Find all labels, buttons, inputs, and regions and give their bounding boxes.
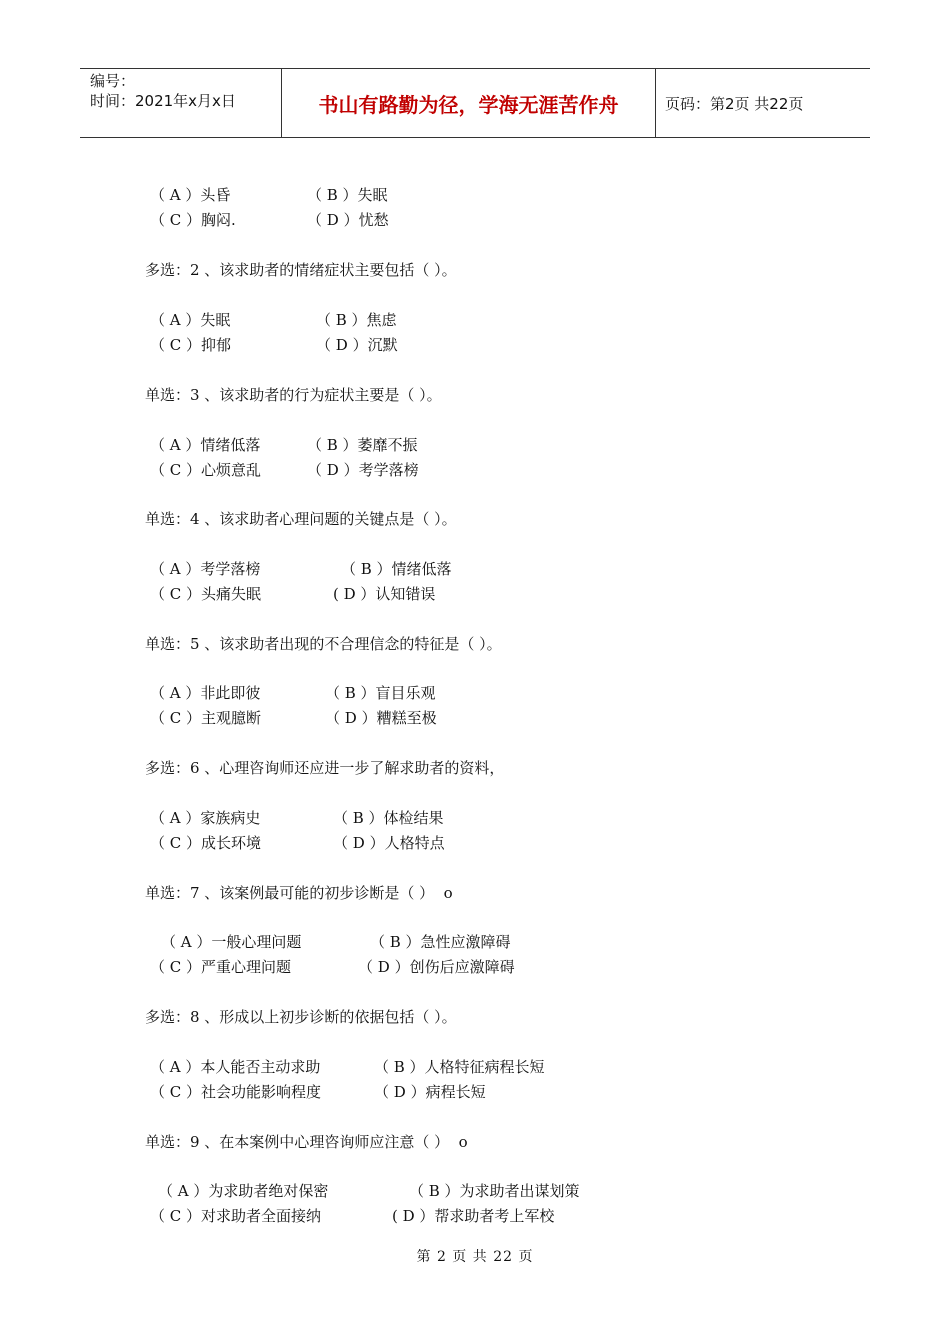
- time-label: 时间：2021年x月x日: [90, 92, 236, 110]
- answer-option: （ C ）严重心理问题: [150, 958, 292, 976]
- answer-option: （ D ）创伤后应激障碍: [358, 958, 515, 976]
- answer-option: ( D ）认知错误: [333, 585, 436, 603]
- answer-option: （ C ）成长环境: [150, 834, 262, 852]
- answer-option: （ B ）人格特征病程长短: [374, 1058, 545, 1076]
- answer-option: （ C ）心烦意乱: [150, 461, 262, 479]
- answer-option: （ B ）失眠: [307, 186, 388, 204]
- answer-option: （ B ）体检结果: [333, 809, 444, 827]
- answer-option: （ A ）考学落榜: [150, 560, 261, 578]
- page-info-cell: [655, 69, 870, 137]
- motto-cell: [281, 69, 656, 137]
- header-table: [80, 68, 870, 138]
- answer-option: （ B ）为求助者出谋划策: [409, 1182, 580, 1200]
- answer-option: ( D ）帮求助者考上军校: [392, 1207, 555, 1225]
- answer-option: （ D ）病程长短: [374, 1083, 486, 1101]
- answer-option: （ D ）忧愁: [307, 211, 389, 229]
- question-text: 单选：3 、该求助者的行为症状主要是（ ）。: [145, 386, 442, 404]
- question-text: 单选：5 、该求助者出现的不合理信念的特征是（ ）。: [145, 635, 502, 653]
- question-text: 单选：9 、在本案例中心理咨询师应注意（ ） o: [145, 1133, 468, 1151]
- motto-text: 书山有路勤为径，学海无涯苦作舟: [318, 92, 619, 117]
- answer-option: （ B ）萎靡不振: [307, 436, 418, 454]
- answer-option: （ D ）人格特点: [333, 834, 445, 852]
- answer-option: （ A ）本人能否主动求助: [150, 1058, 321, 1076]
- answer-option: （ C ）抑郁: [150, 336, 232, 354]
- answer-option: （ A ）情绪低落: [150, 436, 261, 454]
- answer-option: （ C ）社会功能影响程度: [150, 1083, 322, 1101]
- answer-option: （ A ）为求助者绝对保密: [158, 1182, 329, 1200]
- answer-option: （ A ）家族病史: [150, 809, 261, 827]
- answer-option: （ C ）主观臆断: [150, 709, 262, 727]
- question-text: 单选：7 、该案例最可能的初步诊断是（ ） o: [145, 884, 453, 902]
- answer-option: （ B ）急性应激障碍: [370, 933, 511, 951]
- answer-option: （ A ）头昏: [150, 186, 231, 204]
- answer-option: （ A ）失眠: [150, 311, 231, 329]
- page-info-text: 页码：第2页 共22页: [665, 94, 804, 113]
- page-footer: 第 2 页 共 22 页: [416, 1249, 534, 1265]
- answer-option: （ C ）头痛失眠: [150, 585, 262, 603]
- answer-option: （ C ）胸闷.: [150, 211, 236, 229]
- header-left-cell: [80, 69, 281, 137]
- answer-option: （ A ）一般心理问题: [161, 933, 302, 951]
- answer-option: （ B ）情绪低落: [341, 560, 452, 578]
- answer-option: （ B ）焦虑: [316, 311, 397, 329]
- question-text: 多选：6 、心理咨询师还应进一步了解求助者的资料，: [145, 759, 505, 777]
- question-text: 单选：4 、该求助者心理问题的关键点是（ ）。: [145, 510, 457, 528]
- question-text: 多选：2 、该求助者的情绪症状主要包括（ ）。: [145, 261, 457, 279]
- answer-option: （ B ）盲目乐观: [325, 684, 436, 702]
- answer-option: （ C ）对求助者全面接纳: [150, 1207, 322, 1225]
- number-label: 编号：: [90, 72, 136, 90]
- question-text: 多选：8 、形成以上初步诊断的依据包括（ ）。: [145, 1008, 457, 1026]
- answer-option: （ D ）考学落榜: [307, 461, 419, 479]
- answer-option: （ A ）非此即彼: [150, 684, 261, 702]
- answer-option: （ D ）糟糕至极: [325, 709, 437, 727]
- answer-option: （ D ）沉默: [316, 336, 398, 354]
